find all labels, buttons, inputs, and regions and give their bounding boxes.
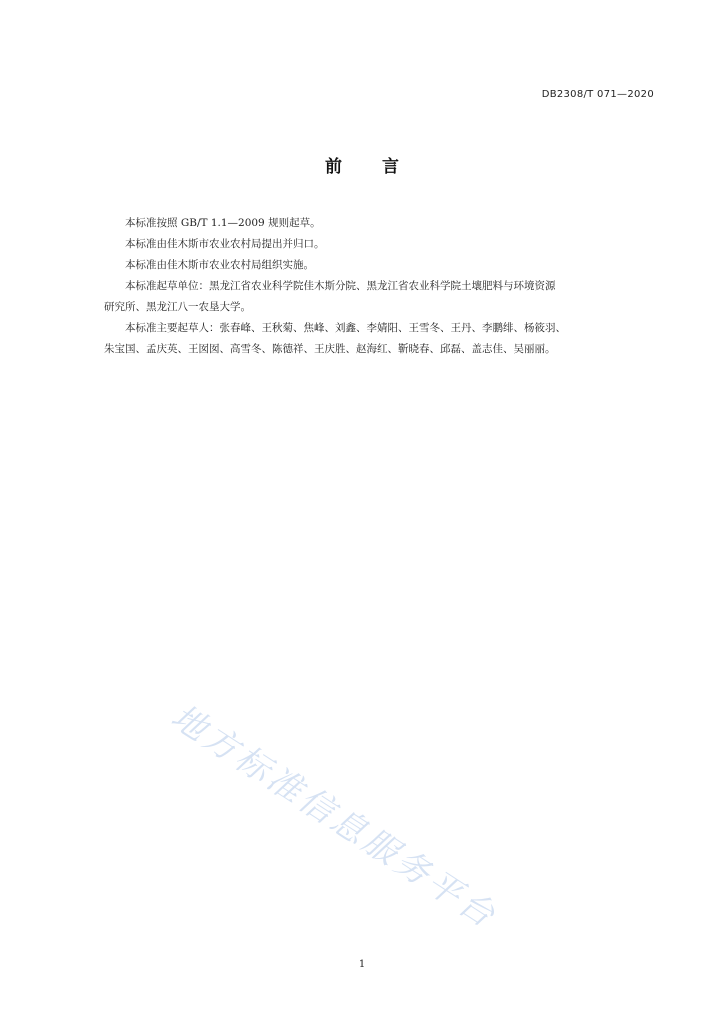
paragraph-implementer: 本标准由佳木斯市农业农村局组织实施。	[125, 259, 314, 271]
title-char-1: 前	[325, 157, 342, 177]
watermark: 地方标准信息服务平台	[163, 696, 505, 938]
paragraph-drafting-rules: 本标准按照 GB/T 1.1—2009 规则起草。	[125, 217, 321, 229]
page-number: 1	[358, 959, 366, 970]
drafting-units-line-1: 本标准起草单位：黑龙江省农业科学院佳木斯分院、黑龙江省农业科学院土壤肥料与环境资源	[125, 280, 556, 292]
foreword-body	[104, 213, 656, 360]
paragraph-drafting-units	[104, 276, 656, 318]
page-title	[0, 152, 724, 177]
title-char-2: 言	[382, 157, 399, 177]
drafters-line-1: 本标准主要起草人：张春峰、王秋菊、焦峰、刘鑫、李婧阳、王雪冬、王丹、李鹏绯、杨筱羽、	[125, 322, 566, 334]
drafters-line-2: 朱宝国、孟庆英、王囡囡、高雪冬、陈德祥、王庆胜、赵海红、靳晓春、邱磊、盖志佳、吴丽丽。	[104, 343, 556, 355]
paragraph-proposer: 本标准由佳木斯市农业农村局提出并归口。	[125, 238, 325, 250]
drafting-units-line-2: 研究所、黑龙江八一农垦大学。	[104, 301, 251, 313]
paragraph-drafters	[104, 318, 656, 360]
document-code: DB2308/T 071—2020	[541, 89, 654, 100]
